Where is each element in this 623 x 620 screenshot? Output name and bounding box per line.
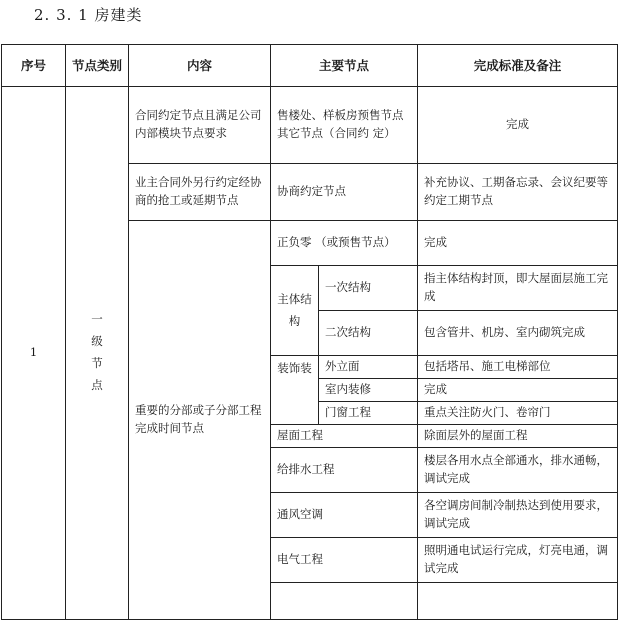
standard-cell: 补充协议、工期备忘录、会议纪要等约定工期节点	[418, 164, 618, 221]
standard-cell: 包括塔吊、施工电梯部位	[418, 356, 618, 379]
node-cell: 外立面	[319, 356, 418, 379]
content-cell: 重要的分部或子分部工程完成时间节点	[129, 221, 271, 620]
standard-cell: 重点关注防火门、卷帘门	[418, 402, 618, 425]
standard-cell: 指主体结构封顶，即大屋面层施工完成	[418, 266, 618, 311]
node-cell-empty	[271, 583, 418, 620]
node-cell: 售楼处、样板房预售节点其它节点（合同约 定）	[271, 87, 418, 164]
node-cell: 通风空调	[271, 493, 418, 538]
node-cell: 屋面工程	[271, 425, 418, 448]
node-cell: 正负零 （或预售节点）	[271, 221, 418, 266]
standard-cell: 完成	[418, 87, 618, 164]
header-level: 节点类别	[66, 45, 129, 87]
standard-cell: 各空调房间制冷制热达到使用要求，调试完成	[418, 493, 618, 538]
node-cell: 协商约定节点	[271, 164, 418, 221]
main-structure-label: 主体结构	[271, 266, 319, 356]
standard-cell: 除面层外的屋面工程	[418, 425, 618, 448]
node-cell: 一次结构	[319, 266, 418, 311]
node-cell: 室内装修	[319, 379, 418, 402]
node-cell: 电气工程	[271, 538, 418, 583]
section-heading: 2. 3. 1 房建类	[34, 6, 143, 24]
decoration-label: 装饰装	[271, 356, 319, 425]
header-standard: 完成标准及备注	[418, 45, 618, 87]
standard-cell: 照明通电试运行完成，灯亮电通，调试完成	[418, 538, 618, 583]
seq-cell: 1	[2, 87, 66, 620]
content-cell: 业主合同外另行约定经协商的抢工或延期节点	[129, 164, 271, 221]
milestone-table	[1, 44, 618, 620]
header-content: 内容	[129, 45, 271, 87]
standard-cell: 完成	[418, 379, 618, 402]
header-main-nodes: 主要节点	[271, 45, 418, 87]
table-row	[2, 87, 618, 164]
standard-cell-empty	[418, 583, 618, 620]
header-seq: 序号	[2, 45, 66, 87]
standard-cell: 包含管井、机房、室内砌筑完成	[418, 311, 618, 356]
content-cell: 合同约定节点且满足公司内部模块节点要求	[129, 87, 271, 164]
standard-cell: 楼层各用水点全部通水，排水通畅，调试完成	[418, 448, 618, 493]
node-cell: 门窗工程	[319, 402, 418, 425]
node-cell: 二次结构	[319, 311, 418, 356]
level-cell: 一级节点	[66, 87, 129, 620]
node-cell: 给排水工程	[271, 448, 418, 493]
table-header-row	[2, 45, 618, 87]
standard-cell: 完成	[418, 221, 618, 266]
